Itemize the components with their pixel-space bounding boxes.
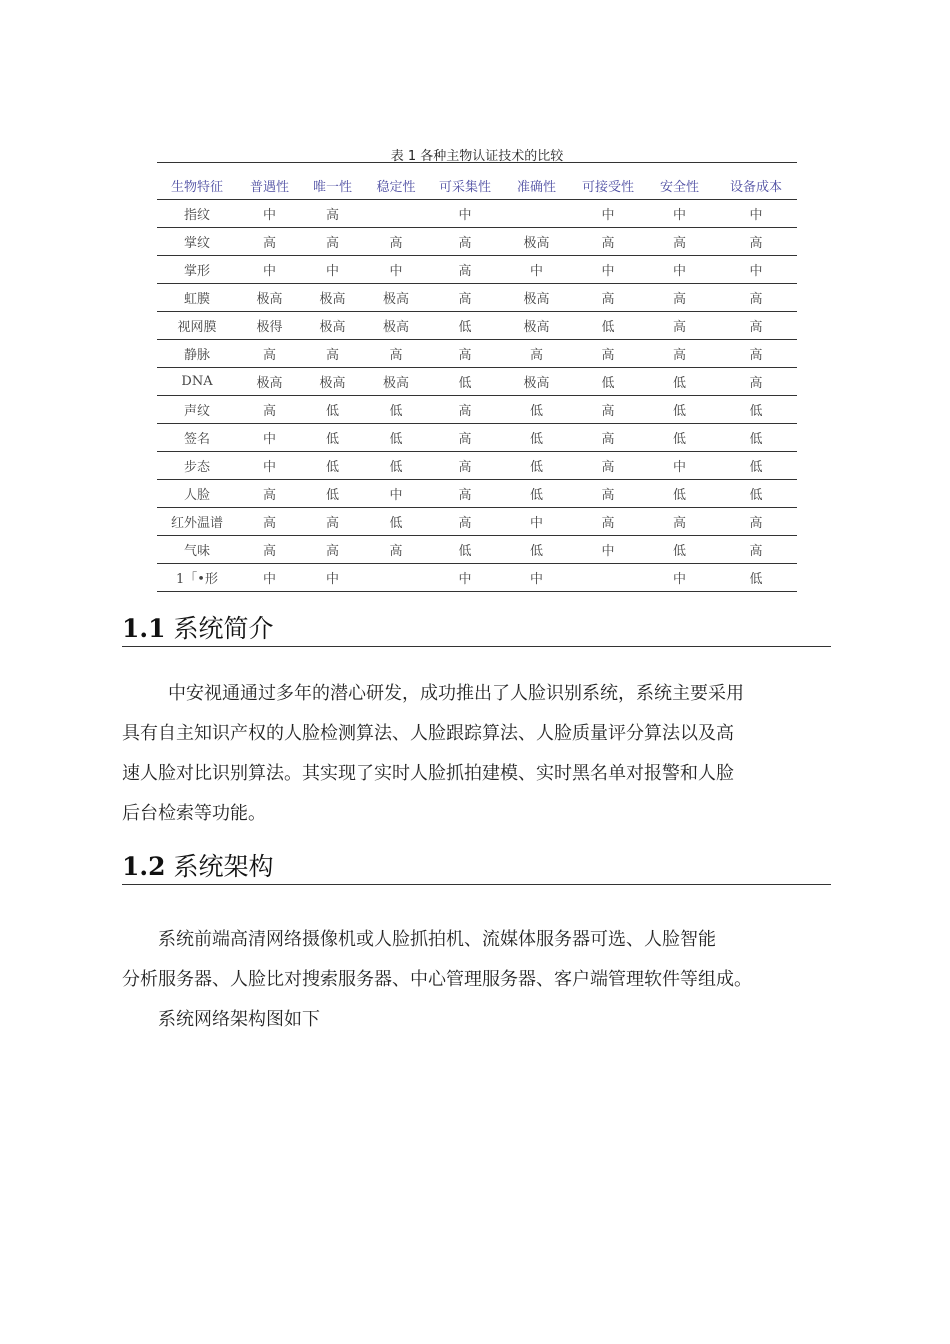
row-label-cell: 气味 [157, 536, 237, 564]
table-cell: 中 [715, 256, 797, 284]
row-label-cell: 虹膜 [157, 284, 237, 312]
table-cell: 中 [672, 572, 686, 587]
table-cell: 中 [237, 424, 302, 452]
table-cell: 高 [237, 396, 302, 424]
table-cell: 极高 [302, 312, 363, 340]
table-cell: 低 [572, 312, 644, 340]
table-cell: 高 [429, 228, 501, 256]
table-cell: 高 [572, 508, 644, 536]
table-cell: 高 [572, 424, 644, 452]
table-header-row [157, 163, 797, 200]
row-label-cell: 视网膜 [157, 312, 237, 340]
architecture-paragraph [122, 920, 822, 1040]
table-cell: 中 [644, 452, 715, 480]
table-cell: 低 [501, 480, 572, 508]
table-cell: 高 [715, 508, 797, 536]
section-number: 1.1 [122, 614, 166, 643]
table-cell: 低 [429, 312, 501, 340]
table-cell: 低 [363, 396, 429, 424]
table-cell [363, 564, 429, 592]
table-cell: 中 [237, 256, 302, 284]
table-cell: 中 [237, 452, 302, 480]
section-title: 系统架构 [173, 852, 274, 881]
table-cell: 高 [572, 480, 644, 508]
section-number: 1.2 [122, 852, 166, 881]
table-cell: 低 [429, 536, 501, 564]
table-cell: 低 [363, 424, 429, 452]
table-cell: 高 [644, 228, 715, 256]
table-cell: 中 [429, 200, 501, 228]
table-cell: 中 [529, 572, 543, 587]
table-cell: 高 [501, 340, 572, 368]
table-row [157, 508, 797, 536]
table-cell: 高 [302, 508, 363, 536]
table-cell: 中 [501, 256, 572, 284]
row-label-cell: 静脉 [157, 340, 237, 368]
paragraph-line: 系统网络架构图如下 [158, 1009, 320, 1030]
table-cell: 极高 [363, 368, 429, 396]
table-cell: 低 [501, 396, 572, 424]
table-cell: 低 [715, 452, 797, 480]
table-cell: 高 [644, 340, 715, 368]
table-cell: 中 [262, 572, 276, 587]
table-cell: 高 [715, 312, 797, 340]
table-cell: 中 [644, 256, 715, 284]
table-cell: 高 [302, 340, 363, 368]
table-row [157, 396, 797, 424]
table-cell: 低 [715, 396, 797, 424]
table-cell: 高 [572, 228, 644, 256]
table-cell: 低 [302, 480, 363, 508]
paragraph-line: 系统前端高清网络摄像机或人脸抓拍机、流媒体服务器可选、人脸智能 [158, 929, 716, 950]
row-label-cell: 1「•形 [176, 572, 218, 587]
table-cell: 高 [363, 228, 429, 256]
table-cell: 低 [501, 452, 572, 480]
table-cell: 低 [749, 572, 763, 587]
table-cell: 低 [644, 368, 715, 396]
table-cell: 高 [715, 340, 797, 368]
table-cell: 高 [644, 312, 715, 340]
paragraph-line: 速人脸对比识别算法。其实现了实时人脸抓拍建模、实时黑名单对报警和人脸 [122, 763, 734, 784]
row-label-cell: 红外温谱 [157, 508, 237, 536]
table-cell: 低 [302, 452, 363, 480]
table-cell: 高 [302, 536, 363, 564]
table-cell: 高 [429, 284, 501, 312]
paragraph-line: 具有自主知识产权的人脸检测算法、人脸跟踪算法、人脸质量评分算法以及高 [122, 723, 734, 744]
table-cell: 极高 [501, 228, 572, 256]
table-cell: 高 [302, 200, 363, 228]
column-header: 普遇性 [237, 163, 302, 200]
table-cell: 高 [429, 340, 501, 368]
table-cell: 中 [644, 200, 715, 228]
paragraph-line: 后台检索等功能。 [122, 803, 266, 824]
table-cell: 中 [572, 256, 644, 284]
table-cell: 高 [715, 368, 797, 396]
table-row [157, 536, 797, 564]
table-cell: 高 [363, 340, 429, 368]
table-cell: 低 [363, 508, 429, 536]
row-label-cell: 人脸 [157, 480, 237, 508]
table-row [157, 564, 797, 592]
row-label-cell: 步态 [157, 452, 237, 480]
table-cell: 中 [237, 200, 302, 228]
column-header: 设备成本 [715, 163, 797, 200]
table-cell: 高 [237, 536, 302, 564]
table-cell: 低 [429, 368, 501, 396]
section-heading-architecture [122, 850, 831, 885]
table-cell: 高 [572, 396, 644, 424]
table-cell: 低 [644, 396, 715, 424]
table-cell: 低 [363, 452, 429, 480]
column-header: 可采集性 [429, 163, 501, 200]
table-cell: 高 [302, 228, 363, 256]
table-cell: 极高 [302, 284, 363, 312]
table-cell: 高 [715, 228, 797, 256]
table-cell: 中 [363, 256, 429, 284]
paragraph-line: 分析服务器、人脸比对搜索服务器、中心管理服务器、客户端管理软件等组成。 [122, 969, 752, 990]
table-cell: 中 [325, 572, 339, 587]
table-cell: 高 [644, 284, 715, 312]
table-cell: 中 [715, 200, 797, 228]
column-header: 稳定性 [363, 163, 429, 200]
table-cell: 高 [715, 284, 797, 312]
row-label-cell: 掌形 [157, 256, 237, 284]
column-header: 生物特征 [157, 163, 237, 200]
table-cell: 低 [644, 536, 715, 564]
table-row [157, 256, 797, 284]
table-cell: 高 [429, 424, 501, 452]
table-cell: 高 [237, 340, 302, 368]
table-cell: 中 [302, 256, 363, 284]
table-cell: 极高 [501, 312, 572, 340]
table-cell: 低 [644, 480, 715, 508]
table-cell: 高 [715, 536, 797, 564]
table-cell [501, 200, 572, 228]
table-cell: 中 [572, 200, 644, 228]
table-row [157, 480, 797, 508]
table-cell: 高 [572, 340, 644, 368]
table-cell: 高 [429, 396, 501, 424]
table-row [157, 284, 797, 312]
table-cell: 中 [572, 536, 644, 564]
table-caption: 表 1 各种主物认证技术的比较 [390, 149, 564, 164]
table-cell [572, 564, 644, 592]
table-cell: 高 [429, 452, 501, 480]
biometric-comparison-table [157, 162, 797, 592]
table-cell: 低 [715, 480, 797, 508]
table-cell: 高 [572, 284, 644, 312]
row-label-cell: DNA [157, 368, 237, 396]
table-cell: 极高 [363, 312, 429, 340]
table-cell: 高 [237, 508, 302, 536]
table-cell: 低 [572, 368, 644, 396]
table-cell: 高 [644, 508, 715, 536]
table-cell: 极高 [237, 368, 302, 396]
intro-paragraph [122, 674, 822, 834]
row-label-cell: 声纹 [157, 396, 237, 424]
table-row [157, 424, 797, 452]
table-row [157, 200, 797, 228]
column-header: 唯一性 [302, 163, 363, 200]
table-cell: 高 [429, 508, 501, 536]
table-cell: 高 [572, 452, 644, 480]
table-row [157, 228, 797, 256]
table-row [157, 452, 797, 480]
table-cell: 低 [302, 424, 363, 452]
table-cell [363, 200, 429, 228]
table-cell: 高 [429, 480, 501, 508]
table-cell: 极高 [363, 284, 429, 312]
table-cell: 极高 [302, 368, 363, 396]
row-label-cell: 掌纹 [157, 228, 237, 256]
table-cell: 低 [501, 536, 572, 564]
table-cell: 中 [501, 508, 572, 536]
row-label-cell: 签名 [157, 424, 237, 452]
table-cell: 极高 [237, 284, 302, 312]
column-header: 准确性 [501, 163, 572, 200]
table-cell: 低 [644, 424, 715, 452]
table-cell: 极得 [237, 312, 302, 340]
table-cell: 极高 [501, 284, 572, 312]
table-cell: 高 [363, 536, 429, 564]
table-cell: 低 [501, 424, 572, 452]
table-cell: 高 [237, 480, 302, 508]
paragraph-line: 中安视通通过多年的潜心研发，成功推出了人脸识别系统，系统主要采用 [168, 683, 744, 704]
table-cell: 中 [363, 480, 429, 508]
table-cell: 极高 [501, 368, 572, 396]
table-row [157, 340, 797, 368]
section-title: 系统简介 [173, 614, 274, 643]
row-label-cell: 指纹 [157, 200, 237, 228]
table-cell: 中 [458, 572, 472, 587]
column-header: 安全性 [644, 163, 715, 200]
table-row [157, 312, 797, 340]
table-cell: 高 [237, 228, 302, 256]
column-header: 可接受性 [572, 163, 644, 200]
table-cell: 低 [302, 396, 363, 424]
table-row [157, 368, 797, 396]
section-heading-intro [122, 612, 831, 647]
table-cell: 高 [429, 256, 501, 284]
table-cell: 低 [715, 424, 797, 452]
